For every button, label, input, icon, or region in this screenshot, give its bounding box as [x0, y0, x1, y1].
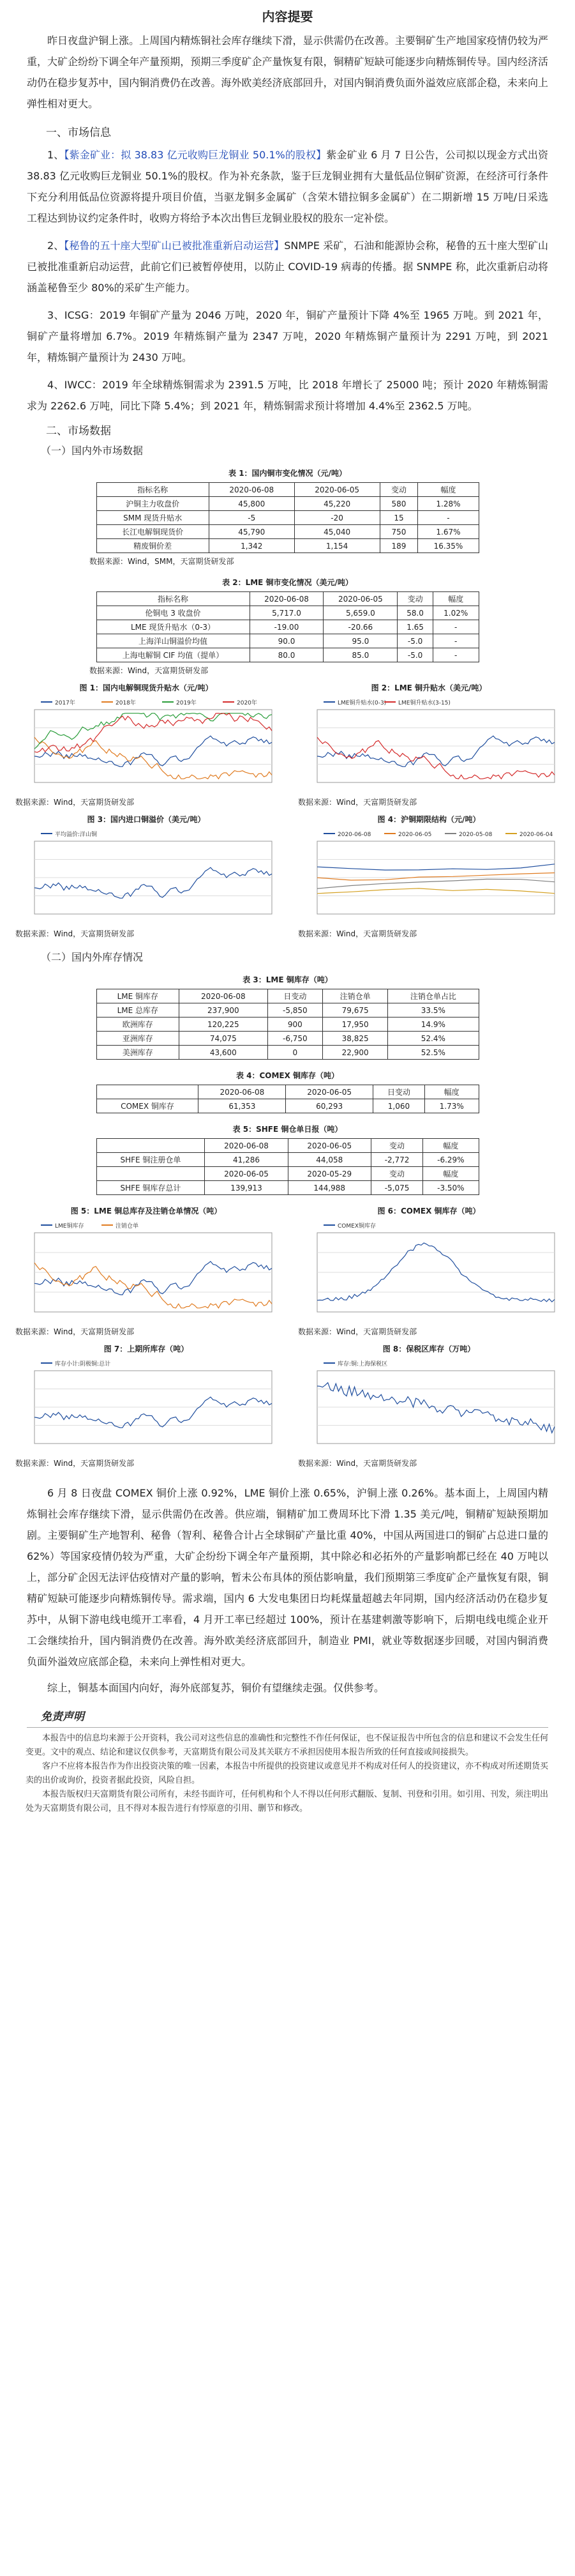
table-cell: 上海洋山铜溢价均值: [96, 634, 250, 648]
table-cell: 33.5%: [388, 1003, 479, 1017]
table-cell: SMM 现货升贴水: [96, 511, 209, 525]
table-row: [96, 525, 479, 539]
table-cell: 1.02%: [433, 606, 479, 620]
figure-6-source: 数据来源：Wind，天富期货研发部: [298, 1327, 417, 1336]
table-cell: -5,850: [267, 1003, 323, 1017]
figure-1: [15, 682, 277, 807]
figure-4: [298, 814, 560, 939]
table-cell: 15: [380, 511, 418, 525]
table3-header: 日变动: [267, 989, 323, 1003]
figure-8: [298, 1343, 560, 1468]
table-cell: 580: [380, 497, 418, 511]
series-line: [34, 867, 272, 898]
series-line: [34, 1397, 272, 1428]
legend-label: 2017年: [55, 700, 75, 706]
subsection-domestic-foreign: （一）国内外市场数据: [41, 445, 144, 457]
figure-6: [298, 1205, 560, 1337]
table-row: [96, 620, 479, 634]
table-cell: LME 总库存: [96, 1003, 179, 1017]
table-cell: 80.0: [250, 648, 324, 662]
series-line: [34, 1261, 272, 1295]
table-cell: 45,220: [294, 497, 380, 511]
table5-header: 2020-06-08: [205, 1139, 288, 1153]
table3-caption: 表 3：LME 铜库存（吨）: [243, 975, 332, 984]
analysis-text: 6 月 8 日夜盘 COMEX 铜价上涨 0.92%，LME 铜价上涨 0.65%，沪铜上涨 0.26%。基本面上，上周国内精炼铜社会库存继续下滑，显示供需仍在改善。供应端，铜精矿加工费周环比下滑 1.35 美元/吨，铜精矿短缺预期加剧。主要铜矿生产地智利、秘鲁（智利、秘鲁合计占全球铜矿产量比重 40%，中国从两国进口的铜矿占总进口量的 62%）等国家疫情仍较为严重，大矿企纷纷下调全年产量预期，其中除必和必拓外的产量影响都已经在 40 万吨以上，部分矿企因无法评估疫情对产量的影响，暂未公布具体的预估影响量，我们预期第三季度矿企产量恢复有限，铜精矿短缺可能逐步向精炼铜传导。需求端，国内 6 大发电集团日均耗煤量超越去年同期，国内经济活动仍在稳步复苏中，从铜下游电线电缆开工率看，4 月开工率已经超过 100%，预计在基建刺激等影响下，后期电线电缆企业开工会继续抬升，国内铜消费仍在改善。海外欧美经济底部回升，制造业 PMI，就业等数据逐步回暖，对国内铜消费负面外溢效应底部企稳，未来向上弹性相对更大。: [27, 1487, 548, 1668]
table-cell: -: [418, 511, 479, 525]
table5-header: [96, 1167, 205, 1181]
table-cell: -: [433, 620, 479, 634]
table-row: [96, 511, 479, 525]
table2: [96, 591, 479, 662]
legend-label: 2020-06-08: [338, 832, 371, 838]
summary-title: 内容提要: [262, 9, 313, 24]
table-cell: 41,286: [205, 1153, 288, 1167]
table-cell: -5: [209, 511, 294, 525]
news-item-2: 2、【秘鲁的五十座大型矿山已被批准重新启动运营】SNMPE 采矿，石油和能源协会称，秘鲁的五十座大型矿山已被批准重新启动运营，此前它们已被暂停使用，以防止 COVID-19 病毒的传播。据 SNMPE 称，此次重新启动将涵盖秘鲁至少 80%的采矿生产能力。: [27, 240, 548, 294]
table4-header: 幅度: [424, 1085, 479, 1099]
table-cell: 74,075: [179, 1032, 267, 1046]
table-cell: -19.00: [250, 620, 324, 634]
series-line: [34, 713, 272, 749]
table2-header: 幅度: [433, 592, 479, 606]
table-cell: 长江电解铜现货价: [96, 525, 209, 539]
table-cell: 44,058: [288, 1153, 371, 1167]
table4-header: [96, 1085, 198, 1099]
table-cell: 750: [380, 525, 418, 539]
table-cell: -6,750: [267, 1032, 323, 1046]
section-market-info: 一、市场信息: [46, 126, 111, 139]
table-cell: LME 现货升贴水（0-3）: [96, 620, 250, 634]
legend-label: 2019年: [176, 700, 197, 706]
table-row: [96, 634, 479, 648]
table-cell: 45,790: [209, 525, 294, 539]
figure-5: [15, 1205, 277, 1337]
table3: [96, 989, 479, 1060]
table2-header: 2020-06-05: [324, 592, 398, 606]
table-cell: 5,717.0: [250, 606, 324, 620]
figure-1-title: 图 1：国内电解铜现货升贴水（元/吨）: [79, 683, 213, 692]
table-cell: -20: [294, 511, 380, 525]
legend-label: LME铜库存: [55, 1223, 84, 1230]
table2-source: 数据来源：Wind，天富期货研发部: [89, 666, 209, 675]
table-cell: 52.4%: [388, 1032, 479, 1046]
table2-header: 变动: [398, 592, 433, 606]
series-line: [317, 737, 555, 779]
table-cell: -20.66: [324, 620, 398, 634]
figure-1-chart: [15, 696, 277, 791]
table3-header: LME 铜库存: [96, 989, 179, 1003]
table5-header: 2020-06-05: [288, 1139, 371, 1153]
table-cell: 亚洲库存: [96, 1032, 179, 1046]
figure-8-source: 数据来源：Wind，天富期货研发部: [298, 1459, 417, 1468]
legend-label: COMEX铜库存: [338, 1223, 376, 1230]
table1-header: 2020-06-08: [209, 483, 294, 497]
table-cell: 38,825: [323, 1032, 388, 1046]
table-cell: 16.35%: [418, 539, 479, 553]
table-cell: 17,950: [323, 1017, 388, 1032]
legend-label: 2020-06-05: [398, 832, 432, 838]
disclaimer-title: 免责声明: [41, 1711, 84, 1723]
figure-6-title: 图 6：COMEX 铜库存（吨）: [377, 1207, 481, 1216]
table4-header: 2020-06-08: [198, 1085, 286, 1099]
table-cell: 237,900: [179, 1003, 267, 1017]
table5-header: [96, 1139, 205, 1153]
table-cell: 1,154: [294, 539, 380, 553]
figure-8-title: 图 8：保税区库存（万吨）: [382, 1345, 475, 1353]
legend-label: 2020-05-08: [459, 832, 493, 838]
table5-header: 幅度: [423, 1139, 479, 1153]
table4-caption: 表 4：COMEX 铜库存（吨）: [235, 1071, 340, 1080]
table2-header: 指标名称: [96, 592, 250, 606]
figure-5-chart: [15, 1219, 277, 1321]
table5-caption: 表 5：SHFE 铜仓单日报（吨）: [232, 1125, 343, 1134]
table-cell: 189: [380, 539, 418, 553]
series-line: [34, 737, 272, 779]
disclaimer-paragraph: 客户不应将本报告作为作出投资决策的唯一因素，本报告中所提供的投资建议或意见并不构成对任何人的投资建议，亦不构成对所述期货买卖的出价或询价，投资者据此投资，风险自担。: [26, 1762, 549, 1785]
figure-7: [15, 1343, 277, 1468]
figure-2-title: 图 2：LME 铜升贴水（美元/吨）: [371, 683, 487, 692]
table5-header: 变动: [371, 1139, 422, 1153]
table-cell: SHFE 铜注册仓单: [96, 1153, 205, 1167]
table-cell: 1.73%: [424, 1099, 479, 1113]
table1-header: 指标名称: [96, 483, 209, 497]
figure-3-chart: [15, 827, 277, 923]
figure-2-chart: [298, 696, 560, 791]
figure-7-source: 数据来源：Wind，天富期货研发部: [15, 1459, 135, 1468]
table3-header: 2020-06-08: [179, 989, 267, 1003]
table-cell: 900: [267, 1017, 323, 1032]
legend-label: 注销仓单: [116, 1223, 139, 1230]
series-line: [34, 736, 272, 766]
figure-3: [15, 814, 277, 939]
table-row: [96, 1153, 479, 1167]
table-cell: 61,353: [198, 1099, 286, 1113]
table4-header: 2020-06-05: [286, 1085, 373, 1099]
series-line: [317, 864, 555, 870]
table2-header: 2020-06-08: [250, 592, 324, 606]
summary-text: 昨日夜盘沪铜上涨。上周国内精炼铜社会库存继续下滑，显示供需仍在改善。主要铜矿生产地国家疫情仍较为严重，大矿企纷纷下调全年产量预期，预期三季度矿企产量恢复有限，铜精矿短缺可能逐步向精炼铜传导。国内经济活动仍在稳步复苏中，国内铜消费仍在改善。海外欧美经济底部回升，对国内铜消费负面外溢效应底部企稳，未来向上弹性相对更大。: [27, 34, 548, 110]
subsection-inventory: （二）国内外库存情况: [41, 951, 144, 963]
figure-4-source: 数据来源：Wind，天富期货研发部: [298, 929, 417, 938]
series-line: [317, 736, 555, 766]
news-item-1: 1、【紫金矿业：拟 38.83 亿元收购巨龙铜业 50.1%的股权】紫金矿业 6 月 7 日公告，公司拟以现金方式出资 38.83 亿元收购巨龙铜业 50.1%的股权。作为补充条款，鉴于巨龙铜业拥有大量低品位铜矿资源，在经济可行条件下充分利用低品位资源将提升项目价值，当驱龙铜多金属矿（含荣木错拉铜多金属矿）在二期新增 15 万吨/日采选工程达到协议约定条件时，收购方将给予本次出售巨龙铜业股权的股东一定补偿。: [27, 149, 548, 224]
report-page: [0, 6, 575, 2576]
table1-header: 幅度: [418, 483, 479, 497]
table-row: [96, 1032, 479, 1046]
table-cell: 22,900: [323, 1046, 388, 1060]
table-cell: 60,293: [286, 1099, 373, 1113]
legend-label: 2018年: [116, 700, 136, 706]
figure-4-title: 图 4：沪铜期限结构（元/吨）: [377, 815, 481, 824]
table4-header: 日变动: [373, 1085, 424, 1099]
table-cell: 1.65: [398, 620, 433, 634]
table-cell: 0: [267, 1046, 323, 1060]
table-row: [96, 1017, 479, 1032]
table-cell: 58.0: [398, 606, 433, 620]
legend-label: 库存:铜:上海保税区: [338, 1361, 388, 1368]
table-cell: 欧洲库存: [96, 1017, 179, 1032]
table-cell: -: [433, 634, 479, 648]
table-cell: 45,040: [294, 525, 380, 539]
table-cell: 1.67%: [418, 525, 479, 539]
figure-6-chart: [298, 1219, 560, 1321]
table5-header: 幅度: [423, 1167, 479, 1181]
table-cell: 伦铜电 3 收盘价: [96, 606, 250, 620]
legend-label: 2020年: [237, 700, 257, 706]
figure-7-chart: [15, 1357, 277, 1452]
figure-3-source: 数据来源：Wind，天富期货研发部: [15, 929, 135, 938]
table-cell: 1,342: [209, 539, 294, 553]
figure-5-title: 图 5：LME 铜总库存及注销仓单情况（吨）: [70, 1207, 222, 1216]
figure-4-chart: [298, 827, 560, 923]
table-cell: -5,075: [371, 1181, 422, 1195]
table-row: [96, 1003, 479, 1017]
table-cell: 85.0: [324, 648, 398, 662]
figure-8-chart: [298, 1357, 560, 1452]
table-cell: 139,913: [205, 1181, 288, 1195]
figure-3-title: 图 3：国内进口铜溢价（美元/吨）: [87, 815, 205, 824]
table4: [96, 1085, 479, 1113]
table3-header: 注销仓单占比: [388, 989, 479, 1003]
figure-5-source: 数据来源：Wind，天富期货研发部: [15, 1327, 135, 1336]
table5-header: 变动: [371, 1167, 422, 1181]
table-cell: COMEX 铜库存: [96, 1099, 198, 1113]
table-row: [96, 1181, 479, 1195]
table-cell: -: [433, 648, 479, 662]
table-cell: 1,060: [373, 1099, 424, 1113]
table5: [96, 1138, 479, 1195]
table-cell: 1.28%: [418, 497, 479, 511]
table1: [96, 482, 479, 553]
table2-caption: 表 2：LME 铜市变化情况（美元/吨）: [222, 578, 353, 587]
conclusion-text: 综上，铜基本面国内向好，海外底部复苏，铜价有望继续走强。仅供参考。: [47, 1682, 385, 1694]
table5-header: 2020-05-29: [288, 1167, 371, 1181]
table-row: [96, 497, 479, 511]
table-cell: -6.29%: [423, 1153, 479, 1167]
legend-label: 库存小计:阴极铜:总计: [55, 1361, 111, 1368]
table-cell: 95.0: [324, 634, 398, 648]
table-cell: 精废铜价差: [96, 539, 209, 553]
table-row: [96, 648, 479, 662]
section-market-data: 二、市场数据: [46, 425, 111, 438]
table-cell: -5.0: [398, 648, 433, 662]
news-item-3: 3、ICSG：2019 年铜矿产量为 2046 万吨，2020 年，铜矿产量预计下降 4%至 1965 万吨。到 2021 年，铜矿产量将增加 6.7%。2019 年精炼铜产量为 2347 万吨，2020 年精炼铜产量预计为 2291 万吨，到 2021 年，精炼铜产量预计为 2430 万吨。: [27, 309, 548, 363]
table-cell: 上海电解铜 CIF 均值（提单）: [96, 648, 250, 662]
table-cell: 79,675: [323, 1003, 388, 1017]
table-cell: -2,772: [371, 1153, 422, 1167]
table-cell: -3.50%: [423, 1181, 479, 1195]
table5-header: 2020-06-05: [205, 1167, 288, 1181]
legend-label: LME铜升贴水(3-15): [398, 700, 451, 706]
series-line: [34, 713, 272, 752]
table1-header: 变动: [380, 483, 418, 497]
legend-label: 平均溢价:洋山铜: [55, 832, 98, 838]
disclaimer-paragraph: 本报告中的信息均来源于公开资料，我公司对这些信息的准确性和完整性不作任何保证，也不保证报告中所包含的信息和建议不会发生任何变更。文中的观点、结论和建议仅供参考，天富期货有限公司及其关联方不承担因使用本报告所致的任何直接或间接损失。: [26, 1734, 549, 1757]
table-cell: 52.5%: [388, 1046, 479, 1060]
disclaimer-paragraph: 本报告版权归天富期货有限公司所有，未经书面许可，任何机构和个人不得以任何形式翻版、复制、刊登和引用。如引用、刊发，须注明出处为天富期货有限公司，且不得对本报告进行有悖原意的引用、删节和修改。: [26, 1790, 549, 1813]
table-row: [96, 1099, 479, 1113]
table3-header: 注销仓单: [323, 989, 388, 1003]
table-cell: 5,659.0: [324, 606, 398, 620]
table-row: [96, 1046, 479, 1060]
table-cell: -5.0: [398, 634, 433, 648]
figure-1-source: 数据来源：Wind，天富期货研发部: [15, 798, 135, 807]
legend-label: LME铜升贴水(0-3): [338, 700, 387, 706]
table-cell: 43,600: [179, 1046, 267, 1060]
series-line: [34, 1263, 272, 1308]
news-item-4: 4、IWCC：2019 年全球精炼铜需求为 2391.5 万吨，比 2018 年增长了 25000 吨；预计 2020 年精炼铜需求为 2262.6 万吨，同比下降 5.4%；到 2021 年，精炼铜需求预计将增加 4.4%至 2362.5 万吨。: [27, 379, 548, 412]
table-cell: 沪铜主力收盘价: [96, 497, 209, 511]
table-row: [96, 606, 479, 620]
series-line: [317, 879, 555, 888]
table-cell: 144,988: [288, 1181, 371, 1195]
table-row: [96, 539, 479, 553]
table-cell: SHFE 铜库存总计: [96, 1181, 205, 1195]
table-cell: 90.0: [250, 634, 324, 648]
table1-source: 数据来源：Wind，SMM，天富期货研发部: [89, 557, 234, 566]
table1-caption: 表 1：国内铜市变化情况（元/吨）: [228, 469, 347, 478]
figure-2: [298, 682, 560, 807]
legend-label: 2020-06-04: [519, 832, 553, 838]
series-line: [317, 888, 555, 894]
figure-7-title: 图 7：上期所库存（吨）: [103, 1345, 189, 1353]
table-cell: 120,225: [179, 1017, 267, 1032]
table1-header: 2020-06-05: [294, 483, 380, 497]
table-cell: 14.9%: [388, 1017, 479, 1032]
table-cell: 美洲库存: [96, 1046, 179, 1060]
divider: [27, 1727, 548, 1728]
table-cell: 45,800: [209, 497, 294, 511]
figure-2-source: 数据来源：Wind，天富期货研发部: [298, 798, 417, 807]
